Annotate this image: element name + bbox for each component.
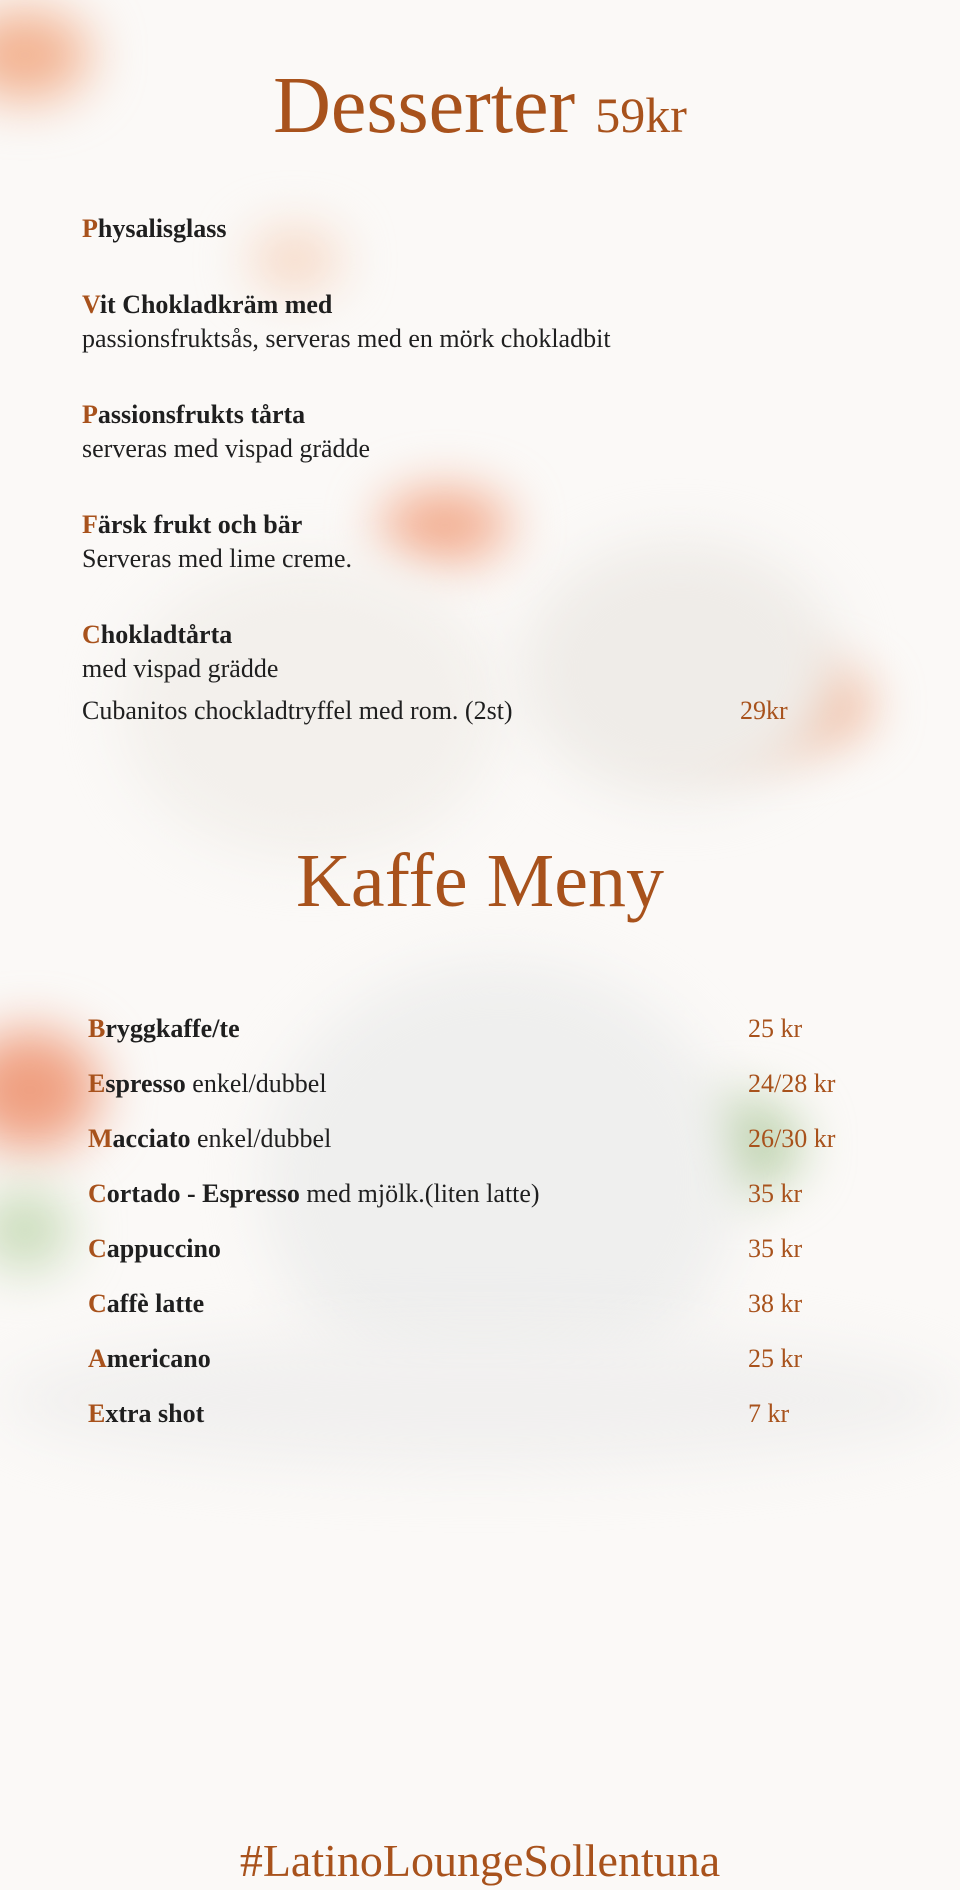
coffee-item — [88, 1287, 888, 1342]
dessert-list — [82, 212, 882, 728]
dessert-item-description: serveras med vispad grädde — [82, 434, 371, 463]
dessert-item-cubanitos — [82, 694, 882, 728]
coffee-item-description: enkel/dubbel — [185, 1069, 327, 1098]
coffee-item-name: Extra shot — [88, 1399, 205, 1428]
coffee-item — [88, 1067, 888, 1122]
coffee-list — [88, 1012, 888, 1452]
coffee-item — [88, 1397, 888, 1452]
dessert-item-name: Färsk frukt och bär — [82, 510, 303, 539]
footer-hashtag: #LatinoLoungeSollentuna — [239, 1835, 721, 1886]
coffee-item-price: 25 kr — [748, 1014, 803, 1043]
dessert-item — [82, 508, 882, 576]
coffee-item-name: Macciato — [88, 1124, 191, 1153]
coffee-item-price: 7 kr — [748, 1399, 790, 1428]
coffee-item-description: med mjölk.(liten latte) — [299, 1179, 540, 1208]
coffee-item-name: Americano — [88, 1344, 211, 1373]
coffee-item — [88, 1232, 888, 1287]
dessert-item-name: Vit Chokladkräm med — [82, 290, 333, 319]
coffee-item-name: Bryggkaffe/te — [88, 1014, 240, 1043]
coffee-item-price: 38 kr — [748, 1289, 803, 1318]
dessert-item-name: Cubanitos — [82, 696, 188, 725]
coffee-item-name: Caffè latte — [88, 1289, 205, 1318]
coffee-item — [88, 1012, 888, 1067]
dessert-item-price: 29kr — [740, 696, 788, 725]
coffee-item-name: Cortado - Espresso — [88, 1179, 300, 1208]
dessert-item-name: Chokladtårta — [82, 620, 233, 649]
coffee-item-price: 26/30 kr — [748, 1124, 836, 1153]
dessert-item-name: Physalisglass — [82, 214, 227, 243]
coffee-item — [88, 1122, 888, 1177]
coffee-item-price: 35 kr — [748, 1179, 803, 1208]
coffee-item-price: 24/28 kr — [748, 1069, 836, 1098]
dessert-item-description: Serveras med lime creme. — [82, 544, 352, 573]
dessert-item-name: Passionsfrukts tårta — [82, 400, 306, 429]
coffee-item — [88, 1177, 888, 1232]
coffee-item-price: 25 kr — [748, 1344, 803, 1373]
coffee-item-name: Espresso — [88, 1069, 186, 1098]
coffee-item-price: 35 kr — [748, 1234, 803, 1263]
desserts-heading — [0, 62, 960, 150]
coffee-heading: Kaffe Meny — [296, 839, 664, 923]
dessert-item-description: chockladtryffel med rom. (2st) — [187, 696, 513, 725]
dessert-item — [82, 398, 882, 466]
dessert-item — [82, 288, 882, 356]
coffee-item-name: Cappuccino — [88, 1234, 221, 1263]
coffee-item — [88, 1342, 888, 1397]
dessert-item-description: med vispad grädde — [82, 654, 279, 683]
desserts-title: Desserter — [273, 62, 576, 150]
dessert-item — [82, 212, 882, 246]
coffee-item-description: enkel/dubbel — [190, 1124, 332, 1153]
desserts-price: 59kr — [595, 87, 687, 143]
dessert-item — [82, 618, 882, 686]
dessert-item-description: passionsfruktsås, serveras med en mörk chokladbit — [82, 324, 611, 353]
